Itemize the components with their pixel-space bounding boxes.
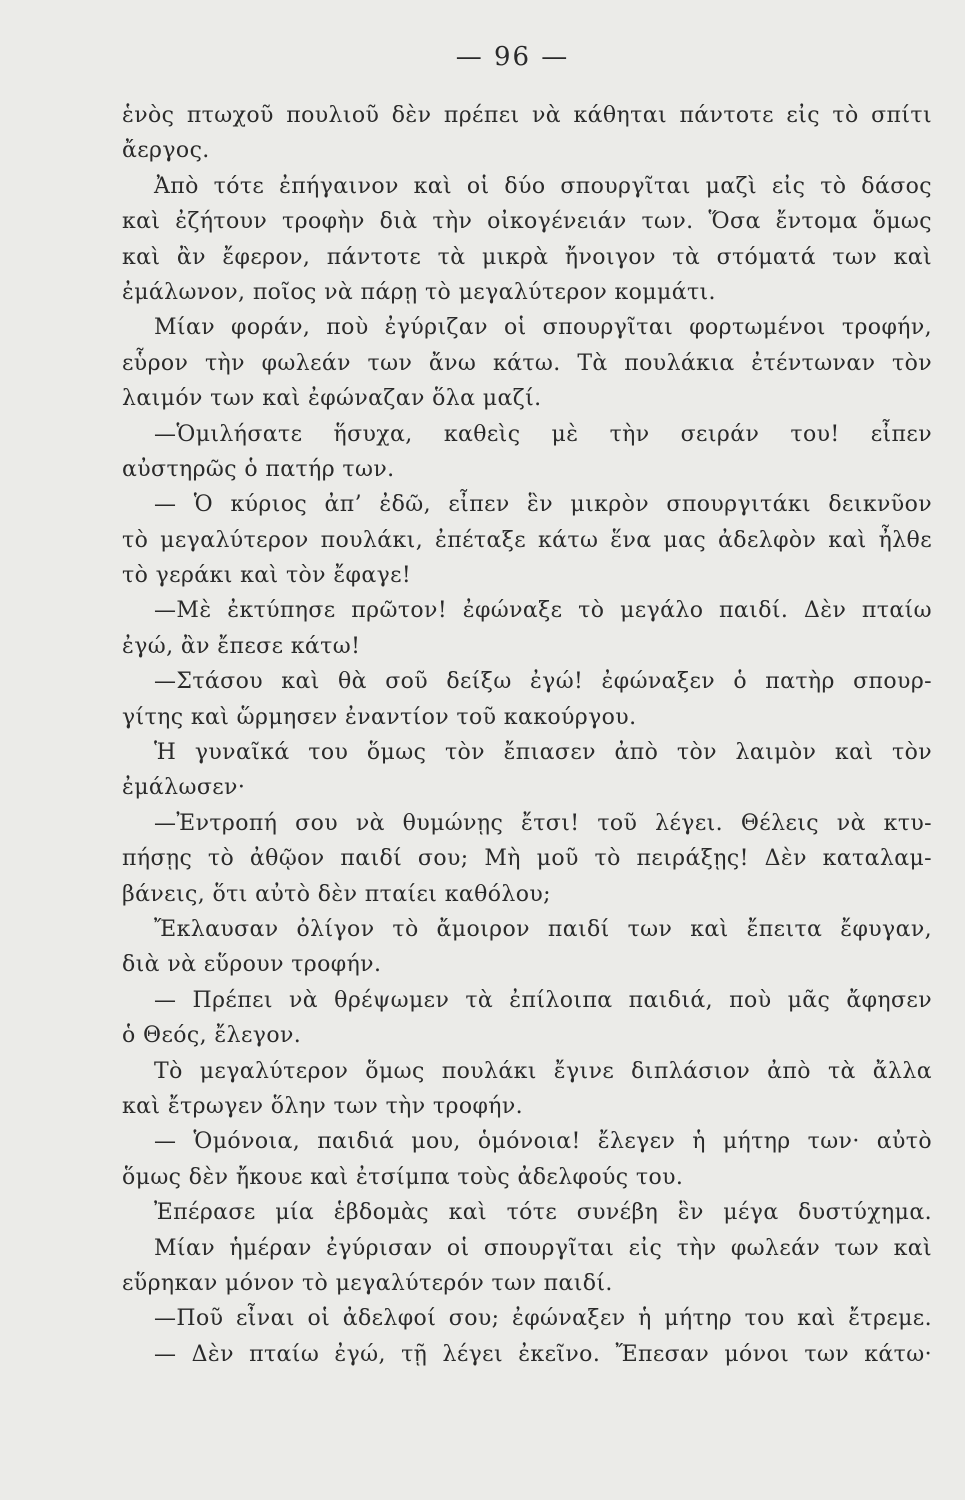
text-line: λαιμόν των καὶ ἐφώναζαν ὅλα μαζί. [122,386,542,412]
text-line: τὸ γεράκι καὶ τὸν ἔφαγε! [122,563,412,589]
text-line: ἐμάλωνον, ποῖος νὰ πάρῃ τὸ μεγαλύτερον κομμάτι. [122,279,716,305]
text-line: —Ὁμιλήσατε ἥσυχα, καθεὶς μὲ τὴν σειράν του! εἶπεν [154,421,932,447]
text-line: καὶ ἔτρωγεν ὅλην των τὴν τροφήν. [122,1093,524,1119]
text-line: Ἔκλαυσαν ὀλίγον τὸ ἄμοιρον παιδί των καὶ ἔπειτα ἔφυγαν, [154,916,932,942]
text-line: ὅμως δὲν ἤκουε καὶ ἐτσίμπα τοὺς ἀδελφούς του. [122,1164,684,1190]
text-line: Ἐπέρασε μία ἑβδομὰς καὶ τότε συνέβη ἓν μέγα δυστύχημα. [154,1200,932,1226]
text-line: —Μὲ ἐκτύπησε πρῶτον! ἐφώναξε τὸ μεγάλο παιδί. Δὲν πταίω [154,598,932,624]
text-line: ὁ Θεός, ἔλεγον. [122,1023,302,1049]
text-line: εὗρον τὴν φωλεάν των ἄνω κάτω. Τὰ πουλάκια ἐτέντωναν τὸν [122,350,932,376]
text-line: Μίαν ἡμέραν ἐγύρισαν οἱ σπουργῖται εἰς τὴν φωλεάν των καὶ [154,1235,932,1261]
text-line: καὶ ἐζήτουν τροφὴν διὰ τὴν οἰκογένειάν των. Ὅσα ἔντομα ὅμως [122,209,932,235]
text-line: τὸ μεγαλύτερον πουλάκι, ἐπέταξε κάτω ἕνα μας ἀδελφὸν καὶ ἦλθε [122,527,932,553]
text-line: —Ποῦ εἶναι οἱ ἀδελφοί σου; ἐφώναξεν ἡ μήτηρ του καὶ ἔτρεμε. [154,1306,932,1332]
text-line: —Ἐντροπή σου νὰ θυμώνῃς ἔτσι! τοῦ λέγει. Θέλεις νὰ κτυ- [154,810,932,836]
text-line: ἑνὸς πτωχοῦ πουλιοῦ δὲν πρέπει νὰ κάθηται πάντοτε εἰς τὸ σπίτι [122,103,932,128]
page-number: — 96 — [455,42,570,72]
text-line: βάνεις, ὅτι αὐτὸ δὲν πταίει καθόλου; [122,881,551,907]
text-line: αὐστηρῶς ὁ πατήρ των. [122,456,395,482]
body-text [122,98,932,1372]
text-line: ἐμάλωσεν· [122,775,246,801]
text-line: — Ὁ κύριος ἀπ’ ἐδῶ, εἶπεν ἓν μικρὸν σπουργιτάκι δεικνῦον [154,492,932,518]
text-line: Τὸ μεγαλύτερον ὅμως πουλάκι ἔγινε διπλάσιον ἀπὸ τὰ ἄλλα [154,1058,932,1084]
text-line: Ἀπὸ τότε ἐπήγαινον καὶ οἱ δύο σπουργῖται μαζὶ εἰς τὸ δάσος [154,173,932,199]
text-line: —Στάσου καὶ θὰ σοῦ δείξω ἐγώ! ἐφώναξεν ὁ πατὴρ σπουρ- [154,669,932,695]
text-line: — Δὲν πταίω ἐγώ, τῇ λέγει ἐκεῖνο. Ἔπεσαν μόνοι των κάτω· [154,1341,932,1367]
text-line: ἐγώ, ἂν ἔπεσε κάτω! [122,633,361,659]
text-line: Ἡ γυναῖκά του ὅμως τὸν ἔπιασεν ἀπὸ τὸν λαιμὸν καὶ τὸν [154,740,932,766]
text-line: Μίαν φοράν, ποὺ ἐγύριζαν οἱ σπουργῖται φορτωμένοι τροφήν, [154,315,932,341]
text-line: καὶ ἂν ἔφερον, πάντοτε τὰ μικρὰ ἤνοιγον τὰ στόματά των καὶ [122,244,932,270]
text-line: — Πρέπει νὰ θρέψωμεν τὰ ἐπίλοιπα παιδιά, ποὺ μᾶς ἄφησεν [154,987,932,1013]
text-line: διὰ νὰ εὕρουν τροφήν. [122,952,382,978]
text-line: εὕρηκαν μόνον τὸ μεγαλύτερόν των παιδί. [122,1270,613,1296]
text-line: — Ὁμόνοια, παιδιά μου, ὁμόνοια! ἔλεγεν ἡ μήτηρ των· αὐτὸ [154,1129,932,1155]
text-line: γίτης καὶ ὥρμησεν ἐναντίον τοῦ κακούργου. [122,704,637,730]
text-line: πήσῃς τὸ ἀθῷον παιδί σου; Μὴ μοῦ τὸ πειράξῃς! Δὲν καταλαμ- [122,846,932,872]
text-line: ἄεργος. [122,138,210,164]
